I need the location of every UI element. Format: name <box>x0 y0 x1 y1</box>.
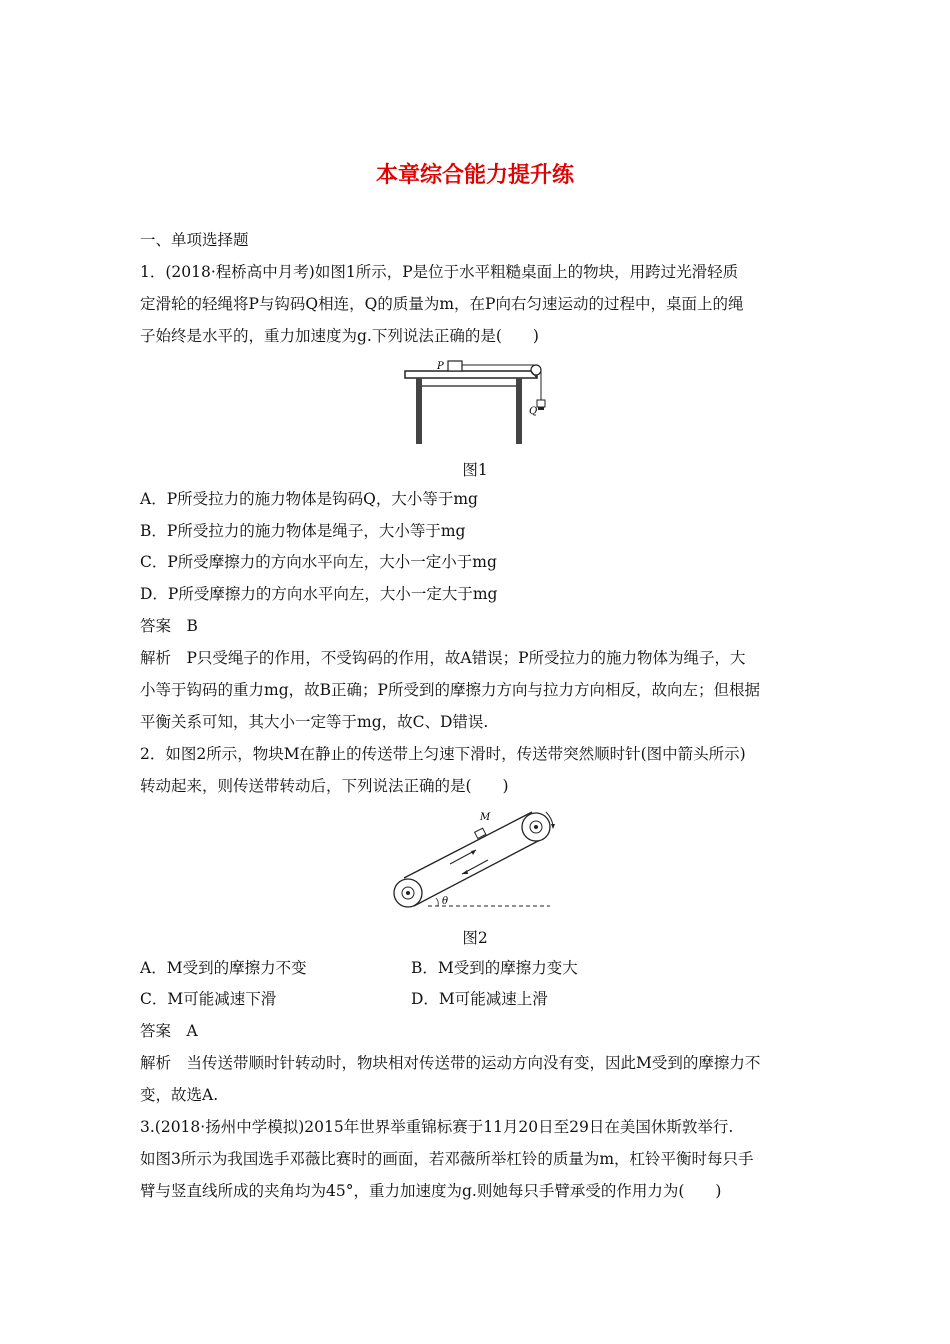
figure-1-table-pulley <box>400 356 560 448</box>
q3-text-line2: 如图3所示为我国选手邓薇比赛时的画面，若邓薇所举杠铃的质量为m，杠铃平衡时每只手 <box>140 1150 754 1168</box>
q1-option-c: C．P所受摩擦力的方向水平向左，大小一定小于mg <box>140 553 497 571</box>
q1-answer: 答案 B <box>140 617 198 635</box>
q1-option-a: A．P所受拉力的施力物体是钩码Q，大小等于mg <box>140 490 478 508</box>
q2-option-c: C．M可能减速下滑 <box>140 990 277 1008</box>
q1-explanation-line1: 解析 P只受绳子的作用，不受钩码的作用，故A错误；P所受拉力的施力物体为绳子，大 <box>140 649 746 667</box>
q1-option-b: B．P所受拉力的施力物体是绳子，大小等于mg <box>140 522 466 540</box>
block-p <box>448 361 462 371</box>
q2-text-line2: 转动起来，则传送带转动后，下列说法正确的是( ) <box>140 777 509 795</box>
q1-explanation-line2: 小等于钩码的重力mg，故B正确；P所受到的摩擦力方向与拉力方向相反，故向左；但根据 <box>140 681 760 699</box>
label-p: P <box>437 361 444 372</box>
q2-answer: 答案 A <box>140 1022 198 1040</box>
label-q: Q <box>529 406 538 417</box>
label-theta: θ <box>442 896 449 907</box>
q2-explanation-line2: 变，故选A. <box>140 1086 219 1104</box>
q2-option-a: A．M受到的摩擦力不变 <box>140 959 307 977</box>
q3-text-line1: 3.(2018·扬州中学模拟)2015年世界举重锦标赛于11月20日至29日在美国休斯敦举行. <box>140 1118 734 1136</box>
figure-2-conveyor <box>388 800 558 915</box>
q2-explanation-line1: 解析 当传送带顺时针转动时，物块相对传送带的运动方向没有变，因此M受到的摩擦力不 <box>140 1054 761 1072</box>
table-leg-left <box>416 378 422 444</box>
table-top <box>405 371 537 378</box>
belt-top <box>404 812 532 878</box>
q2-text-line1: 2．如图2所示，物块M在静止的传送带上匀速下滑时，传送带突然顺时针(图中箭头所示) <box>140 745 746 763</box>
q1-text-line2: 定滑轮的轻绳将P与钩码Q相连，Q的质量为m，在P向右匀速运动的过程中，桌面上的绳 <box>140 295 744 313</box>
label-m: M <box>480 812 491 823</box>
weight-q <box>537 400 545 407</box>
figure-1-caption: 图1 <box>462 461 488 479</box>
q1-option-d: D．P所受摩擦力的方向水平向左，大小一定大于mg <box>140 585 498 603</box>
q1-text-line1: 1．(2018·程桥高中月考)如图1所示，P是位于水平粗糙桌面上的物块，用跨过光滑轻质 <box>140 263 739 281</box>
q1-explanation-line3: 平衡关系可知，其大小一定等于mg，故C、D错误. <box>140 713 489 731</box>
table-leg-right <box>516 378 522 444</box>
q1-text-line3: 子始终是水平的，重力加速度为g.下列说法正确的是( ) <box>140 327 539 345</box>
section-heading: 一、单项选择题 <box>140 231 249 249</box>
q3-text-line3: 臂与竖直线所成的夹角均为45°，重力加速度为g.则她每只手臂承受的作用力为( ) <box>140 1182 722 1200</box>
q2-option-b: B．M受到的摩擦力变大 <box>411 959 578 977</box>
figure-2-caption: 图2 <box>462 929 488 947</box>
belt-bottom <box>414 840 540 906</box>
q2-option-d: D．M可能减速上滑 <box>411 990 548 1008</box>
page-title: 本章综合能力提升练 <box>375 163 574 188</box>
